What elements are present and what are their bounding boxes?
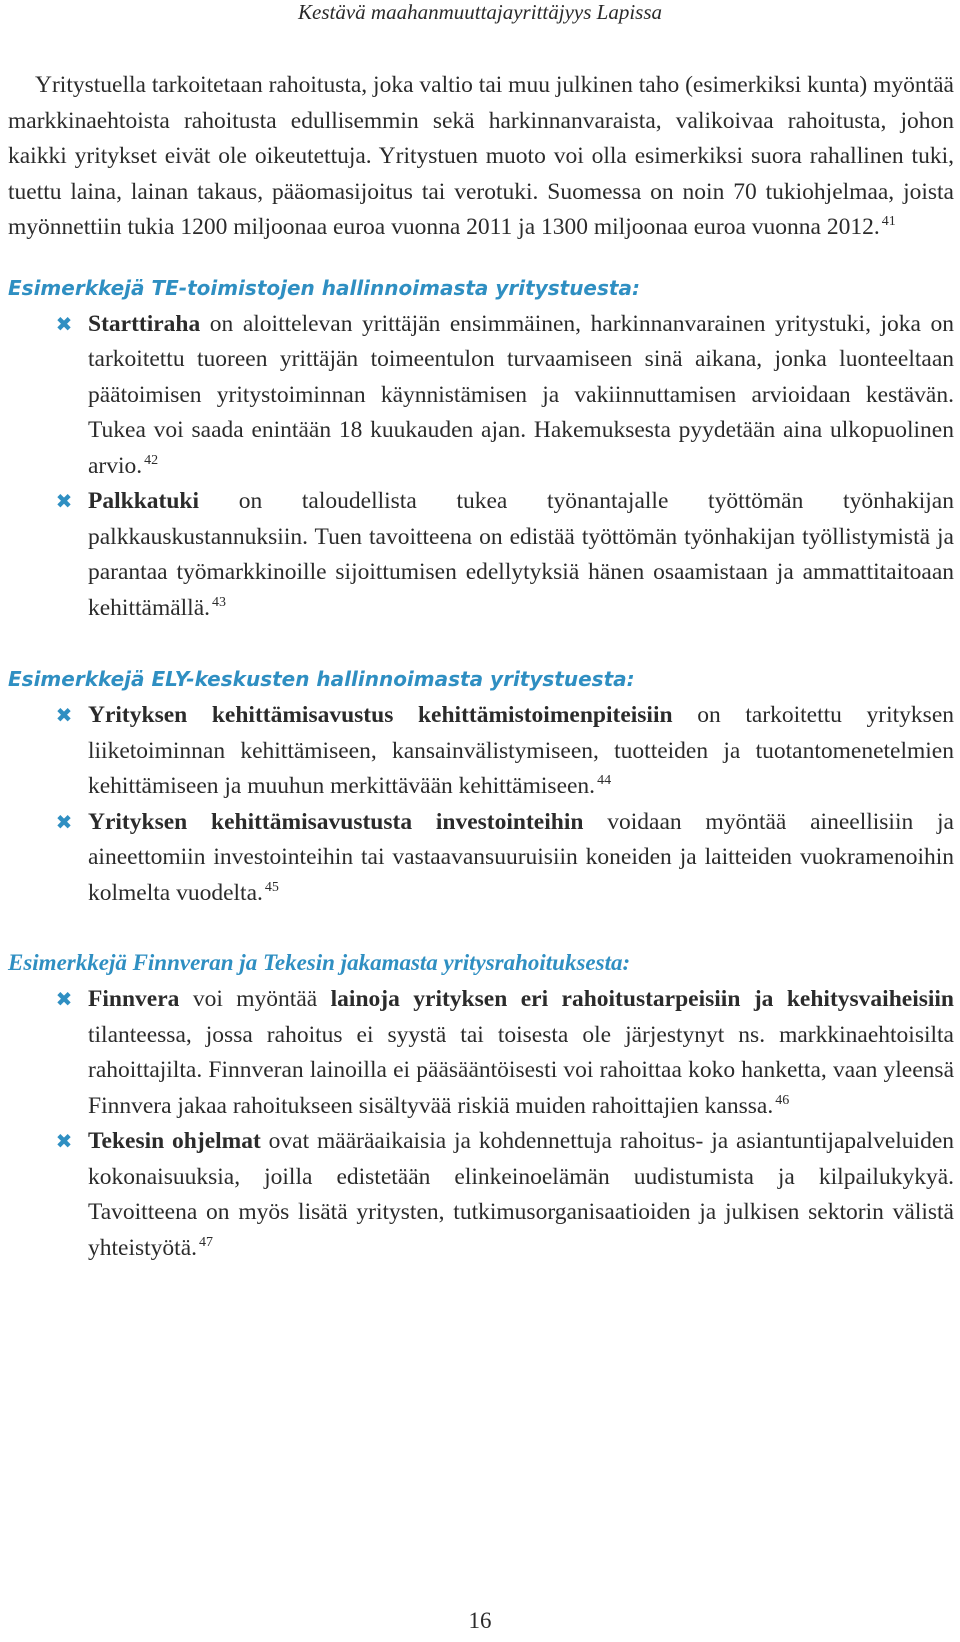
term-kehittamisavustus: Yrityksen kehittämisavustus kehittämistoimenpiteisiin [88,702,673,728]
item-text-lead: voi myöntää [179,986,331,1012]
item-text: on taloudellista tukea työnantajalle työttömän työnhakijan palkkauskustannuksiin. Tuen tavoitteena on edistää työttömän työnhakijan työllistymistä ja parantaa työmarkkinoille sijoittumisen edellytyksiä hänen osaamistaan ja ammattitaitoaan kehittämällä. [88,488,954,621]
cross-bullet-icon: ✖ [55,489,73,513]
footnote-ref[interactable]: 44 [597,773,612,788]
footnote-ref[interactable]: 46 [775,1092,790,1108]
item-text: ovat määräaikaisia ja kohdennettuja rahoitus- ja asiantuntijapalveluiden kokonaisuuksia, joilla edistetään elinkeinoelämän uudistumista ja kilpailukykyä. Tavoitteena on myös lisätä yritysten, tutkimusorganisaatioiden ja julkisen sektorin välistä yhteistyötä. [88,1128,954,1261]
list-item-starttiraha [8,307,954,485]
section-heading-finnvera-tekes: Esimerkkejä Finnveran ja Tekesin jakamasta yritysrahoituksesta: [8,950,631,975]
item-text: voidaan myöntää aineellisiin ja aineettomiin investointeihin tai vastaavansuuruisiin koneiden ja laitteiden vuokramenoihin kolmelta vuodelta. [88,808,954,906]
term-investointiavustus: Yrityksen kehittämisavustusta investointeihin [88,808,584,835]
footnote-ref[interactable]: 41 [881,214,896,229]
term-starttiraha: Starttiraha [88,310,201,337]
ely-support-list [8,698,954,911]
cross-bullet-icon: ✖ [55,987,73,1011]
list-item-investointiavustus [8,805,954,912]
footnote-ref[interactable]: 45 [264,879,279,895]
item-text: on aloittelevan yrittäjän ensimmäinen, harkinnanvarainen yritystuki, joka on tarkoitettu tuoreen yrittäjän toimeentulon turvaamiseen sinä aikana, jonka luonteeltaan päätoimisen yritystoiminnan käynnistämisen ja vakiinnuttamisen arvioidaan kestävän. Tukea voi saada enintään 18 kuukauden ajan. Hakemuksesta pyydetään aina ulkopuolinen arvio. [88,310,954,479]
cross-bullet-icon: ✖ [55,809,73,834]
section-heading-te: Esimerkkejä TE-toimistojen hallinnoimasta yritystuesta: [8,275,640,300]
list-item-tekes [8,1124,954,1266]
footnote-ref[interactable]: 42 [144,452,159,468]
footnote-ref[interactable]: 47 [199,1234,213,1250]
term-palkkatuki: Palkkatuki [88,488,200,514]
footnote-ref[interactable]: 43 [212,594,227,610]
intro-text: Yritystuella tarkoitetaan rahoitusta, joka valtio tai muu julkinen taho (esimerkiksi kunta) myöntää markkinaehtoista rahoitusta edullisemmin sekä harkinnanvaraista, valikoivaa rahoitusta, johon kaikki yritykset eivät ole oikeutettuja. Yritystuen muoto voi olla esimerkiksi suora rahallinen tuki, tuettu laina, lainan takaus, pääomasijoitus tai verotuki. Suomessa on noin 70 tukiohjelmaa, joista myönnettiin tukia 1200 miljoonaa euroa vuonna 2011 ja 1300 miljoonaa euroa vuonna 2012. [8,72,954,240]
term-lainoja: lainoja yrityksen eri rahoitustarpeisiin ja kehitysvaiheisiin [330,986,954,1012]
list-item-kehittamisavustus [8,698,954,805]
section-heading-ely: Esimerkkejä ELY-keskusten hallinnoimasta yritystuesta: [8,667,635,691]
te-support-list [8,307,954,627]
running-header: Kestävä maahanmuuttajayrittäjyys Lapissa [298,0,662,24]
page-content [8,68,954,1266]
term-finnvera: Finnvera [88,986,180,1012]
list-item-palkkatuki [8,484,954,626]
cross-bullet-icon: ✖ [55,311,73,336]
cross-bullet-icon: ✖ [55,1129,73,1153]
item-text: on tarkoitettu yrityksen liiketoiminnan kehittämiseen, kansainvälistymiseen, tuotteiden ja tuotantomenetelmien kehittämiseen ja muuhun merkittävään kehittämiseen. [88,702,954,799]
page-number: 16 [468,1608,492,1633]
intro-paragraph [8,68,954,246]
list-item-finnvera [8,982,954,1124]
item-text: tilanteessa, jossa rahoitus ei syystä tai toisesta ole järjestynyt ns. markkinaehtoisilta rahoittajilta. Finnveran lainoilla ei pääsääntöisesti voi rahoittaa koko hanketta, vaan yleensä Finnvera jakaa rahoitukseen sisältyvää riskiä muiden rahoittajien kanssa. [88,1021,954,1119]
finnvera-tekes-list [8,982,954,1266]
term-tekesin-ohjelmat: Tekesin ohjelmat [88,1128,261,1154]
cross-bullet-icon: ✖ [55,703,73,727]
